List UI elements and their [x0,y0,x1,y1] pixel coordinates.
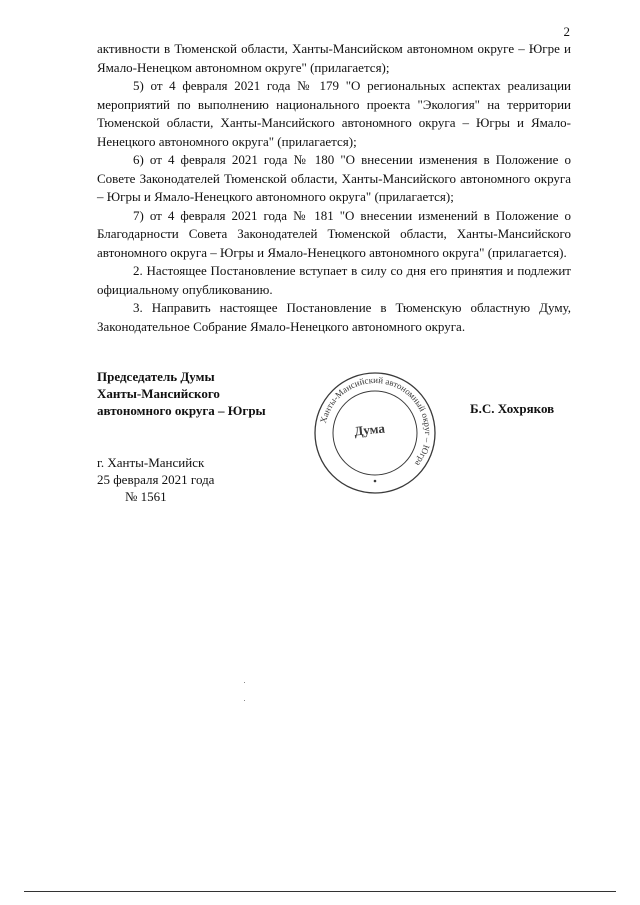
signatory-title-line-3: автономного округа – Югры [97,403,266,418]
document-number: № 1561 [125,489,167,504]
place-city: г. Ханты-Мансийск [97,455,205,470]
seal-dot [374,480,377,483]
paragraph-item-7: 7) от 4 февраля 2021 года № 181 "О внесении изменений в Положение о Благодарности Совета Законодателей Тюменской области, Ханты-Мансийского автономного округа – Югры и Ямало-Ненецкого автономного округа" (прилагается). [97,207,571,260]
scan-speck [244,682,245,683]
paragraph-item-5: 5) от 4 февраля 2021 года № 179 "О региональных аспектах реализации мероприятий по выполнению национального проекта "Экология" на территории Тюменской области, Ханты-Мансийского автономного округа – Югры и Ямало-Ненецкого автономного округа" (прилагается); [97,78,571,149]
signatory-title-line-1: Председатель Думы [97,369,215,384]
paragraph-clause-2: 2. Настоящее Постановление вступает в силу со дня его принятия и подлежит официальному опубликованию. [97,263,571,297]
signatory-title [97,368,266,419]
footer-rule [24,891,616,892]
official-seal [312,370,438,496]
paragraph-item-6: 6) от 4 февраля 2021 года № 180 "О внесении изменения в Положение о Совете Законодателей Тюменской области, Ханты-Мансийского автономного округа – Югры и Ямало-Ненецкого автономного округа" (прилагается); [97,152,571,204]
body-text [97,40,571,336]
signatory-name: Б.С. Хохряков [470,401,555,416]
seal-center-text: Дума [353,420,386,439]
page-number: 2 [563,24,570,39]
document-date: 25 февраля 2021 года [97,472,215,487]
paragraph-continuation: активности в Тюменской области, Ханты-Мансийском автономном округе – Югре и Ямало-Ненецком автономном округе" (прилагается); [97,41,571,75]
paragraph-clause-3: 3. Направить настоящее Постановление в Тюменскую областную Думу, Законодательное Собрание Ямало-Ненецкого автономного округа. [97,300,571,334]
seal-ring-text: Ханты-Мансийский автономный округ – Югра [318,374,434,469]
signatory-title-line-2: Ханты-Мансийского [97,386,220,401]
scan-speck [244,700,245,701]
place-and-date [97,454,214,505]
